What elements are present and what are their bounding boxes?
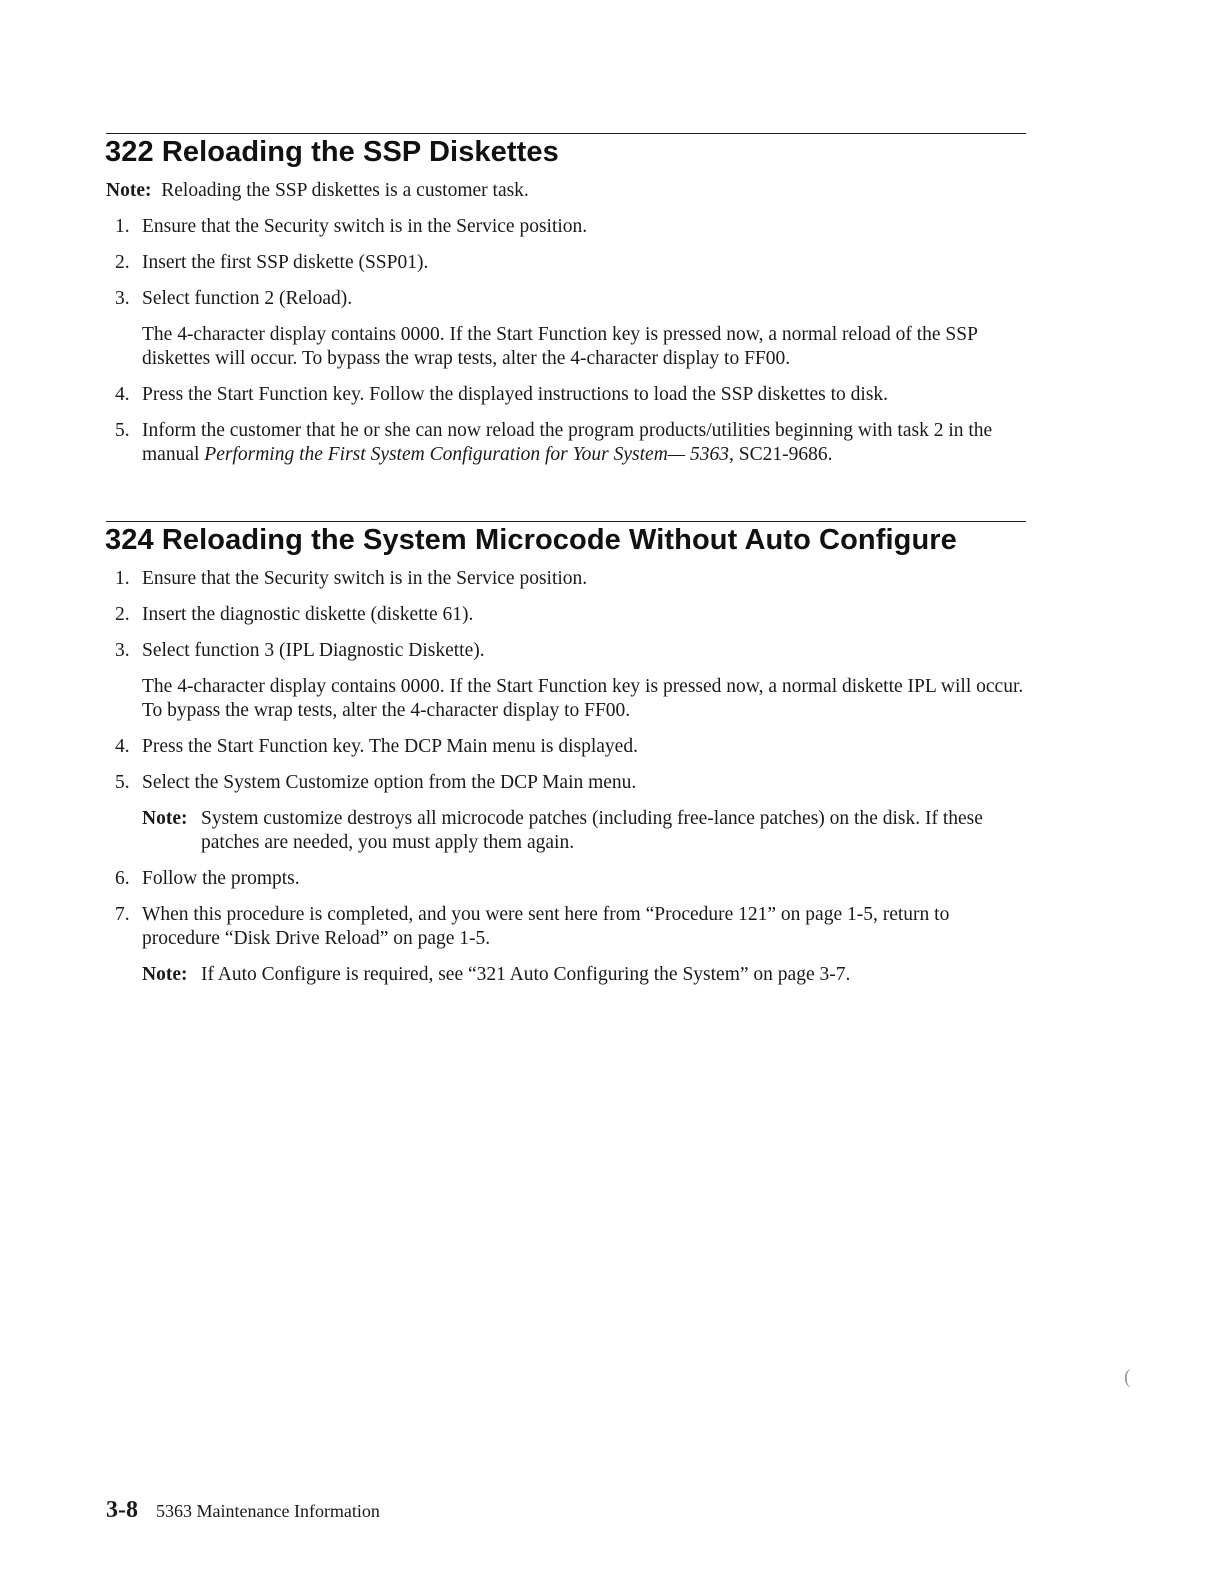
list-item xyxy=(106,639,1026,723)
manual-title: Performing the First System Configuration for Your System— 5363 xyxy=(204,444,729,465)
step-text: Press the Start Function key. The DCP Main menu is displayed. xyxy=(142,736,638,757)
list-item xyxy=(106,735,1026,759)
page-number: 3-8 xyxy=(106,1497,138,1523)
page-footer xyxy=(106,1497,380,1524)
step-number: 7. xyxy=(115,904,130,925)
list-item xyxy=(106,251,1026,275)
step-number: 1. xyxy=(115,568,130,589)
step-number: 5. xyxy=(115,420,130,441)
step-text: Press the Start Function key. Follow the displayed instructions to load the SSP diskettes to disk. xyxy=(142,384,889,405)
step-text: When this procedure is completed, and you were sent here from “Procedure 121” on page 1-5, return to procedure “Disk Drive Reload” on page 1-5. xyxy=(142,904,950,949)
list-item xyxy=(106,383,1026,407)
list-item xyxy=(106,603,1026,627)
section-rule xyxy=(106,133,1026,134)
step-text-start: Inform the customer that he or she can now reload the program products/utilities beginning with task 2 in the manual xyxy=(142,420,993,465)
step-number: 6. xyxy=(115,868,130,889)
note-label: Note: xyxy=(142,964,188,985)
step-text: Select function 2 (Reload). xyxy=(142,288,353,309)
step-note xyxy=(142,807,1026,855)
step-text: Select the System Customize option from the DCP Main menu. xyxy=(142,772,637,793)
note-text: Reloading the SSP diskettes is a customer task. xyxy=(161,180,529,201)
step-text: Insert the diagnostic diskette (diskette 61). xyxy=(142,604,474,625)
list-item xyxy=(106,419,1026,467)
step-text-end: , SC21-9686. xyxy=(729,444,833,465)
section-324-title: 324 Reloading the System Microcode Without Auto Configure xyxy=(105,524,957,556)
list-item xyxy=(106,287,1026,371)
step-paragraph: The 4-character display contains 0000. If the Start Function key is pressed now, a normal diskette IPL will occur. To bypass the wrap tests, alter the 4-character display to FF00. xyxy=(142,676,1024,721)
list-item xyxy=(106,867,1026,891)
step-number: 5. xyxy=(115,772,130,793)
section-324-steps xyxy=(106,567,1026,987)
stray-mark: ( xyxy=(1124,1366,1131,1388)
step-number: 4. xyxy=(115,384,130,405)
step-paragraph: The 4-character display contains 0000. If the Start Function key is pressed now, a normal reload of the SSP diskettes will occur. To bypass the wrap tests, alter the 4-character display to FF00. xyxy=(142,324,978,369)
list-item xyxy=(106,215,1026,239)
note-text: If Auto Configure is required, see “321 Auto Configuring the System” on page 3-7. xyxy=(201,964,851,985)
note-label: Note: xyxy=(142,808,188,829)
list-item xyxy=(106,771,1026,855)
step-text: Follow the prompts. xyxy=(142,868,300,889)
step-number: 2. xyxy=(115,604,130,625)
step-number: 2. xyxy=(115,252,130,273)
section-324 xyxy=(106,521,1026,999)
note-label: Note: xyxy=(106,180,152,201)
step-number: 3. xyxy=(115,288,130,309)
step-text: Insert the first SSP diskette (SSP01). xyxy=(142,252,429,273)
step-text: Ensure that the Security switch is in the Service position. xyxy=(142,216,588,237)
section-322-note xyxy=(106,179,1026,203)
list-item xyxy=(106,903,1026,987)
step-note xyxy=(142,963,1026,987)
section-322-title: 322 Reloading the SSP Diskettes xyxy=(105,136,559,168)
step-text xyxy=(142,420,992,465)
list-item xyxy=(106,567,1026,591)
section-322 xyxy=(106,133,1026,479)
section-rule xyxy=(106,521,1026,522)
section-322-steps xyxy=(106,215,1026,467)
step-number: 1. xyxy=(115,216,130,237)
step-number: 3. xyxy=(115,640,130,661)
step-number: 4. xyxy=(115,736,130,757)
step-text: Select function 3 (IPL Diagnostic Diskette). xyxy=(142,640,485,661)
note-text: System customize destroys all microcode patches (including free-lance patches) on the disk. If these patches are needed, you must apply them again. xyxy=(201,808,983,853)
publication-title: 5363 Maintenance Information xyxy=(156,1501,380,1521)
step-text: Ensure that the Security switch is in the Service position. xyxy=(142,568,588,589)
